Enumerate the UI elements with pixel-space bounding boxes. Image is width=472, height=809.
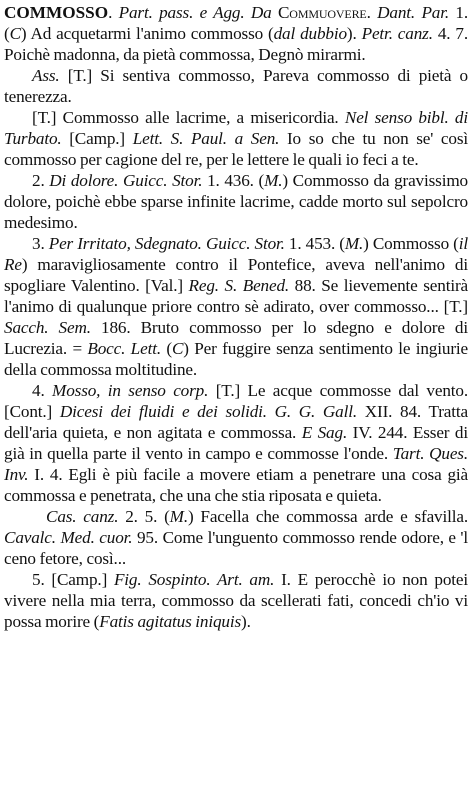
italic-citation-text: M. xyxy=(264,171,283,190)
entry-text: 2. xyxy=(32,171,50,190)
italic-citation-text: M. xyxy=(344,234,364,253)
entry-text: I. E perocchè io non potei vivere nella mia terra, commosso da scellerati fati, concedi ch'io vi possa morire ( xyxy=(4,570,468,631)
entry-text: XII. 84. Tratta dell'aria quieta, e non agitata e commossa. xyxy=(4,402,468,442)
italic-citation-text: Di dolore. Guicc. Stor. xyxy=(49,171,203,190)
entry-text: 5. [Camp.] xyxy=(32,570,114,589)
italic-citation-text: Dant. Par. xyxy=(377,3,450,22)
entry-text: ) Commosso ( xyxy=(363,234,459,253)
cross-reference-word: Commuovere xyxy=(277,3,367,22)
sense-4-continuation-paragraph xyxy=(4,506,468,569)
entry-definition-paragraph xyxy=(4,2,468,65)
italic-citation-text: Mosso, in senso corp. xyxy=(52,381,209,400)
italic-citation-text: Dicesi dei fluidi e dei solidi. G. G. Gall. xyxy=(59,402,358,421)
italic-citation-text: Fig. Sospinto. Art. am. xyxy=(113,570,275,589)
entry-text: ). xyxy=(346,24,362,43)
italic-citation-text: Petr. canz. xyxy=(361,24,433,43)
entry-text: I. 4. Egli è più facile a movere etiam a penetrare una cosa già commossa e penetrata, che una che stia riposata e quieta. xyxy=(4,465,468,505)
entry-text: [T.] Si sentiva commosso, Pareva commosso di pietà o tenerezza. xyxy=(4,66,468,106)
italic-citation-text: M. xyxy=(169,507,188,526)
entry-text: . xyxy=(108,3,119,22)
sense-4-paragraph xyxy=(4,380,468,506)
entry-text: ) maravigliosamente contro il Pontefice, aveva nell'animo di spogliare Valentino. [Val.] xyxy=(4,255,468,295)
italic-citation-text: Reg. S. Bened. xyxy=(188,276,290,295)
entry-text: 3. xyxy=(32,234,49,253)
figurative-sense-paragraph xyxy=(4,107,468,170)
headword: COMMOSSO xyxy=(4,3,109,22)
italic-citation-text: Nel senso bibl. di Turbato. xyxy=(4,108,468,148)
italic-citation-text: C xyxy=(171,339,184,358)
italic-citation-text: Lett. S. Paul. a Sen. xyxy=(132,129,280,148)
entry-text: ) Ad acquetarmi l'animo commosso ( xyxy=(20,24,274,43)
italic-citation-text: Tart. Ques. Inv. xyxy=(4,444,468,484)
entry-text: 4. 7. Poichè madonna, da pietà commossa, Degnò mirarmi. xyxy=(4,24,468,64)
entry-text: ). xyxy=(241,612,251,631)
italic-citation-text: Bocc. Lett. xyxy=(87,339,161,358)
entry-text: ) Facella che commossa arde e sfavilla. xyxy=(188,507,468,526)
entry-text: 1. 453. ( xyxy=(284,234,345,253)
entry-text: [T.] Commosso alle lacrime, a misericordia. xyxy=(32,108,345,127)
italic-citation-text: dal dubbio xyxy=(273,24,347,43)
italic-citation-text: il Re xyxy=(4,234,468,274)
entry-text: ) Per fuggire senza sentimento le ingiurie della commossa moltitudine. xyxy=(4,339,468,379)
entry-text: ( xyxy=(160,339,172,358)
italic-citation-text: Cavalc. Med. cuor. xyxy=(4,528,133,547)
italic-citation-text: Cas. canz. xyxy=(46,507,119,526)
entry-text: 186. Bruto commosso per lo sdegno e dolore di Lucrezia. = xyxy=(4,318,468,358)
entry-text: IV. 244. Esser di già in quella parte il vento in campo e commosse l'onde. xyxy=(4,423,468,463)
italic-citation-text: Per Irritato, Sdegnato. Guicc. Stor. xyxy=(48,234,285,253)
sense-2-paragraph xyxy=(4,170,468,233)
entry-text: 95. Come l'unguento commosso rende odore, e 'l ceno fetore, così... xyxy=(4,528,468,568)
italic-citation-text: Fatis agitatus iniquis xyxy=(99,612,242,631)
sense-3-paragraph xyxy=(4,233,468,380)
italic-citation-text: C xyxy=(9,24,21,43)
entry-text: 2. 5. ( xyxy=(118,507,170,526)
entry-text: [T.] Le acque commosse dal vento. [Cont.] xyxy=(4,381,468,421)
entry-text: 4. xyxy=(32,381,53,400)
sense-5-paragraph xyxy=(4,569,468,632)
entry-text: [Camp.] xyxy=(61,129,133,148)
entry-text: ) Commosso da gravissimo dolore, poichè ebbe sparse infinite lacrime, cadde morto sul sepolcro medesimo. xyxy=(4,171,468,232)
entry-text: Io so che tu non se' così commosso per cagione del re, per le lettere le quali io feci a te. xyxy=(4,129,468,169)
italic-citation-text: Sacch. Sem. xyxy=(4,318,91,337)
italic-citation-text: E Sag. xyxy=(301,423,348,442)
entry-text: 1. 436. ( xyxy=(202,171,265,190)
italic-citation-text: Part. pass. e Agg. Da xyxy=(118,3,278,22)
absolute-use-paragraph xyxy=(4,65,468,107)
italic-citation-text: Ass. xyxy=(32,66,60,85)
entry-text: . xyxy=(366,3,378,22)
entry-text: 1. ( xyxy=(4,3,468,43)
entry-text: 88. Se lievemente sentirà l'animo di qualunque priore contro sè adirato, over commosso... [T.] xyxy=(4,276,468,316)
